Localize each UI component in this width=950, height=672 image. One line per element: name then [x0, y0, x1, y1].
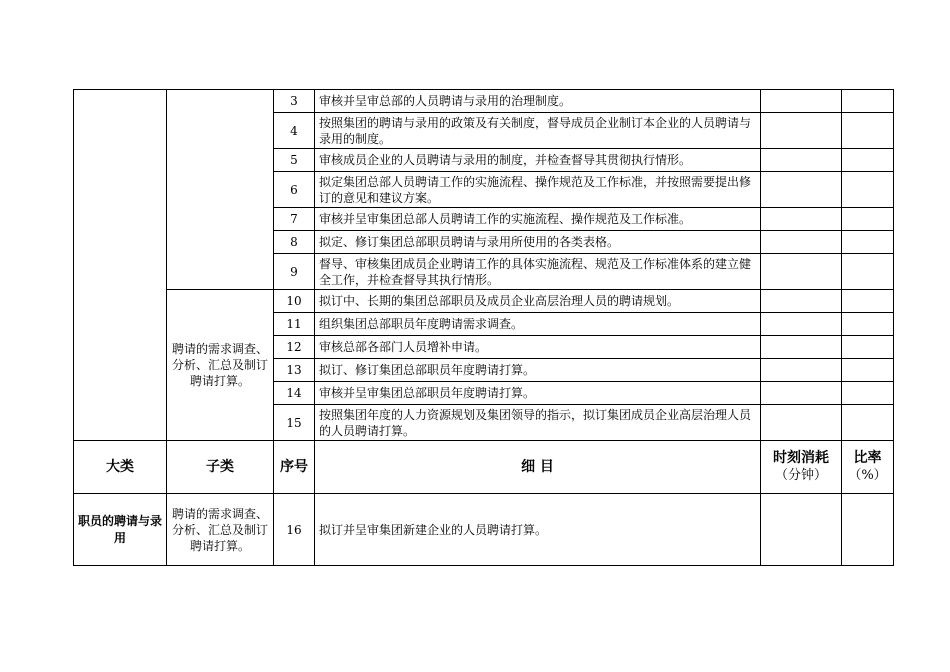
row-detail: 组织集团总部职员年度聘请需求调查。 [315, 313, 761, 336]
header-category: 大类 [74, 441, 167, 494]
row-detail: 拟订中、长期的集团总部职员及成员企业高层治理人员的聘请规划。 [315, 290, 761, 313]
row-number: 7 [274, 208, 315, 231]
row-number: 15 [274, 405, 315, 441]
row-detail: 审核总部各部门人员增补申请。 [315, 336, 761, 359]
subcategory-cell-empty [167, 90, 274, 290]
row-number: 11 [274, 313, 315, 336]
ratio-cell [842, 382, 894, 405]
row-number: 5 [274, 149, 315, 172]
header-time-unit: （分钟） [774, 468, 827, 483]
time-cell [761, 208, 842, 231]
row-number: 3 [274, 90, 315, 113]
time-cell [761, 359, 842, 382]
table-header-row [74, 441, 894, 494]
row-number: 16 [274, 494, 315, 566]
table-row [74, 494, 894, 566]
ratio-cell [842, 336, 894, 359]
header-detail: 细 目 [315, 441, 761, 494]
ratio-cell [842, 231, 894, 254]
row-detail: 按照集团的聘请与录用的政策及有关制度，督导成员企业制订本企业的人员聘请与录用的制度。 [315, 113, 761, 149]
header-subcategory: 子类 [167, 441, 274, 494]
ratio-cell [842, 149, 894, 172]
time-cell [761, 382, 842, 405]
row-detail: 审核并呈审集团总部职员年度聘请打算。 [315, 382, 761, 405]
row-number: 8 [274, 231, 315, 254]
header-ratio-unit: （%） [848, 468, 887, 483]
time-cell [761, 494, 842, 566]
row-detail: 督导、审核集团成员企业聘请工作的具体实施流程、规范及工作标准体系的建立健全工作，并检查督导其执行情形。 [315, 254, 761, 290]
subcategory-cell: 聘请的需求调查、分析、汇总及制订聘请打算。 [167, 290, 274, 441]
row-detail: 审核并呈审总部的人员聘请与录用的治理制度。 [315, 90, 761, 113]
time-cell [761, 290, 842, 313]
row-number: 4 [274, 113, 315, 149]
time-cell [761, 336, 842, 359]
category-cell: 职员的聘请与录用 [74, 494, 167, 566]
category-cell-empty [74, 90, 167, 441]
time-cell [761, 149, 842, 172]
row-detail: 审核并呈审集团总部人员聘请工作的实施流程、操作规范及工作标准。 [315, 208, 761, 231]
row-detail: 拟订并呈审集团新建企业的人员聘请打算。 [315, 494, 761, 566]
row-number: 10 [274, 290, 315, 313]
ratio-cell [842, 359, 894, 382]
ratio-cell [842, 313, 894, 336]
row-number: 14 [274, 382, 315, 405]
ratio-cell [842, 254, 894, 290]
ratio-cell [842, 90, 894, 113]
time-cell [761, 313, 842, 336]
time-cell [761, 405, 842, 441]
row-detail: 审核成员企业的人员聘请与录用的制度，并检查督导其贯彻执行情形。 [315, 149, 761, 172]
header-time-label: 时刻消耗 [773, 450, 829, 466]
header-number: 序号 [274, 441, 315, 494]
table-row [74, 290, 894, 313]
row-number: 9 [274, 254, 315, 290]
subcategory-cell: 聘请的需求调查、分析、汇总及制订聘请打算。 [167, 494, 274, 566]
time-cell [761, 231, 842, 254]
responsibility-table [73, 89, 894, 566]
row-number: 12 [274, 336, 315, 359]
ratio-cell [842, 494, 894, 566]
row-number: 13 [274, 359, 315, 382]
ratio-cell [842, 405, 894, 441]
table-row [74, 90, 894, 113]
row-detail: 拟定、修订集团总部职员聘请与录用所使用的各类表格。 [315, 231, 761, 254]
ratio-cell [842, 113, 894, 149]
header-time [761, 441, 842, 494]
ratio-cell [842, 290, 894, 313]
ratio-cell [842, 208, 894, 231]
row-number: 6 [274, 172, 315, 208]
time-cell [761, 254, 842, 290]
time-cell [761, 172, 842, 208]
time-cell [761, 113, 842, 149]
header-ratio-label: 比率 [853, 450, 882, 466]
row-detail: 拟订、修订集团总部职员年度聘请打算。 [315, 359, 761, 382]
ratio-cell [842, 172, 894, 208]
time-cell [761, 90, 842, 113]
header-ratio [842, 441, 894, 494]
row-detail: 按照集团年度的人力资源规划及集团领导的指示，拟订集团成员企业高层治理人员的人员聘请打算。 [315, 405, 761, 441]
row-detail: 拟定集团总部人员聘请工作的实施流程、操作规范及工作标准，并按照需要提出修订的意见和建议方案。 [315, 172, 761, 208]
